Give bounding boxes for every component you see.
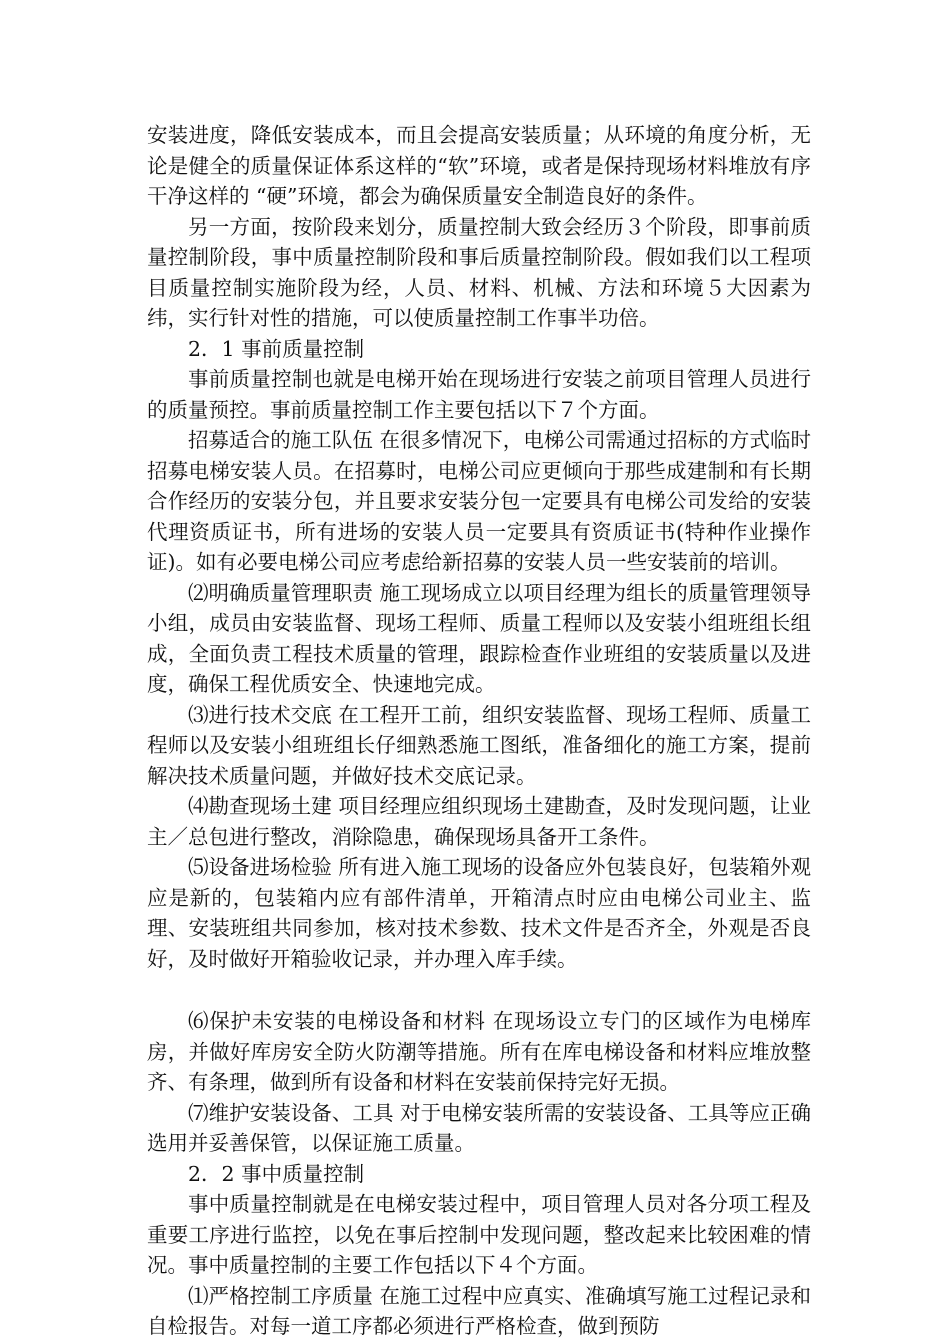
document-body	[147, 120, 811, 1342]
paragraph-pre-control-intro: 事前质量控制也就是电梯开始在现场进行安装之前项目管理人员进行的质量预控。事前质量控制工作主要包括以下７个方面。	[147, 367, 811, 422]
paragraph-site-survey: ⑷勘查现场土建 项目经理应组织现场土建勘查，及时发现问题，让业主／总包进行整改，消除隐患，确保现场具备开工条件。	[147, 794, 811, 849]
paragraph-environment-conclusion: 安装进度，降低安装成本，而且会提高安装质量；从环境的角度分析，无论是健全的质量保证体系这样的“软”环境，或者是保持现场材料堆放有序干净这样的 “硬”环境，都会为确保质量安全制造良好的条件。	[147, 123, 811, 208]
section-heading-2-1: 2．1 事前质量控制	[188, 336, 365, 361]
paragraph-recruit-team: 招募适合的施工队伍 在很多情况下，电梯公司需通过招标的方式临时招募电梯安装人员。在招募时，电梯公司应更倾向于那些成建制和有长期合作经历的安装分包，并且要求安装分包一定要具有电梯公司发给的安装代理资质证书，所有进场的安装人员一定要具有资质证书(特种作业操作证)。如有必要电梯公司应考虑给新招募的安装人员一些安装前的培训。	[147, 428, 811, 574]
paragraph-equipment-inspection: ⑸设备进场检验 所有进入施工现场的设备应外包装良好，包装箱外观应是新的，包装箱内应有部件清单，开箱清点时应由电梯公司业主、监理、安装班组共同参加，核对技术参数、技术文件是否齐全，外观是否良好，及时做好开箱验收记录，并办理入库手续。	[147, 855, 811, 971]
paragraph-process-quality: ⑴严格控制工序质量 在施工过程中应真实、准确填写施工过程记录和自检报告。对每一道工序都必须进行严格检查，做到预防	[147, 1283, 811, 1338]
paragraph-protect-equipment: ⑹保护未安装的电梯设备和材料 在现场设立专门的区域作为电梯库房，并做好库房安全防火防潮等措施。所有在库电梯设备和材料应堆放整齐、有条理，做到所有设备和材料在安装前保持完好无损。	[147, 1009, 811, 1094]
paragraph-in-process-control-intro: 事中质量控制就是在电梯安装过程中，项目管理人员对各分项工程及重要工序进行监控，以免在事后控制中发现问题，整改起来比较困难的情况。事中质量控制的主要工作包括以下４个方面。	[147, 1192, 811, 1277]
paragraph-quality-responsibility: ⑵明确质量管理职责 施工现场成立以项目经理为组长的质量管理领导小组，成员由安装监督、现场工程师、质量工程师以及安装小组班组长组成，全面负责工程技术质量的管理，跟踪检查作业班组的安装质量以及进度，确保工程优质安全、快速地完成。	[147, 580, 811, 696]
paragraph-gap	[147, 974, 811, 1006]
paragraph-maintain-tools: ⑺维护安装设备、工具 对于电梯安装所需的安装设备、工具等应正确选用并妥善保管，以保证施工质量。	[147, 1100, 811, 1155]
paragraph-technical-briefing: ⑶进行技术交底 在工程开工前，组织安装监督、现场工程师、质量工程师以及安装小组班组长仔细熟悉施工图纸，准备细化的施工方案，提前解决技术质量问题，并做好技术交底记录。	[147, 702, 811, 788]
section-heading-2-2: 2．2 事中质量控制	[188, 1161, 365, 1186]
paragraph-three-stages: 另一方面，按阶段来划分，质量控制大致会经历３个阶段，即事前质量控制阶段，事中质量控制阶段和事后质量控制阶段。假如我们以工程项目质量控制实施阶段为经，人员、材料、机械、方法和环境５大因素为纬，实行针对性的措施，可以使质量控制工作事半功倍。	[147, 214, 811, 330]
